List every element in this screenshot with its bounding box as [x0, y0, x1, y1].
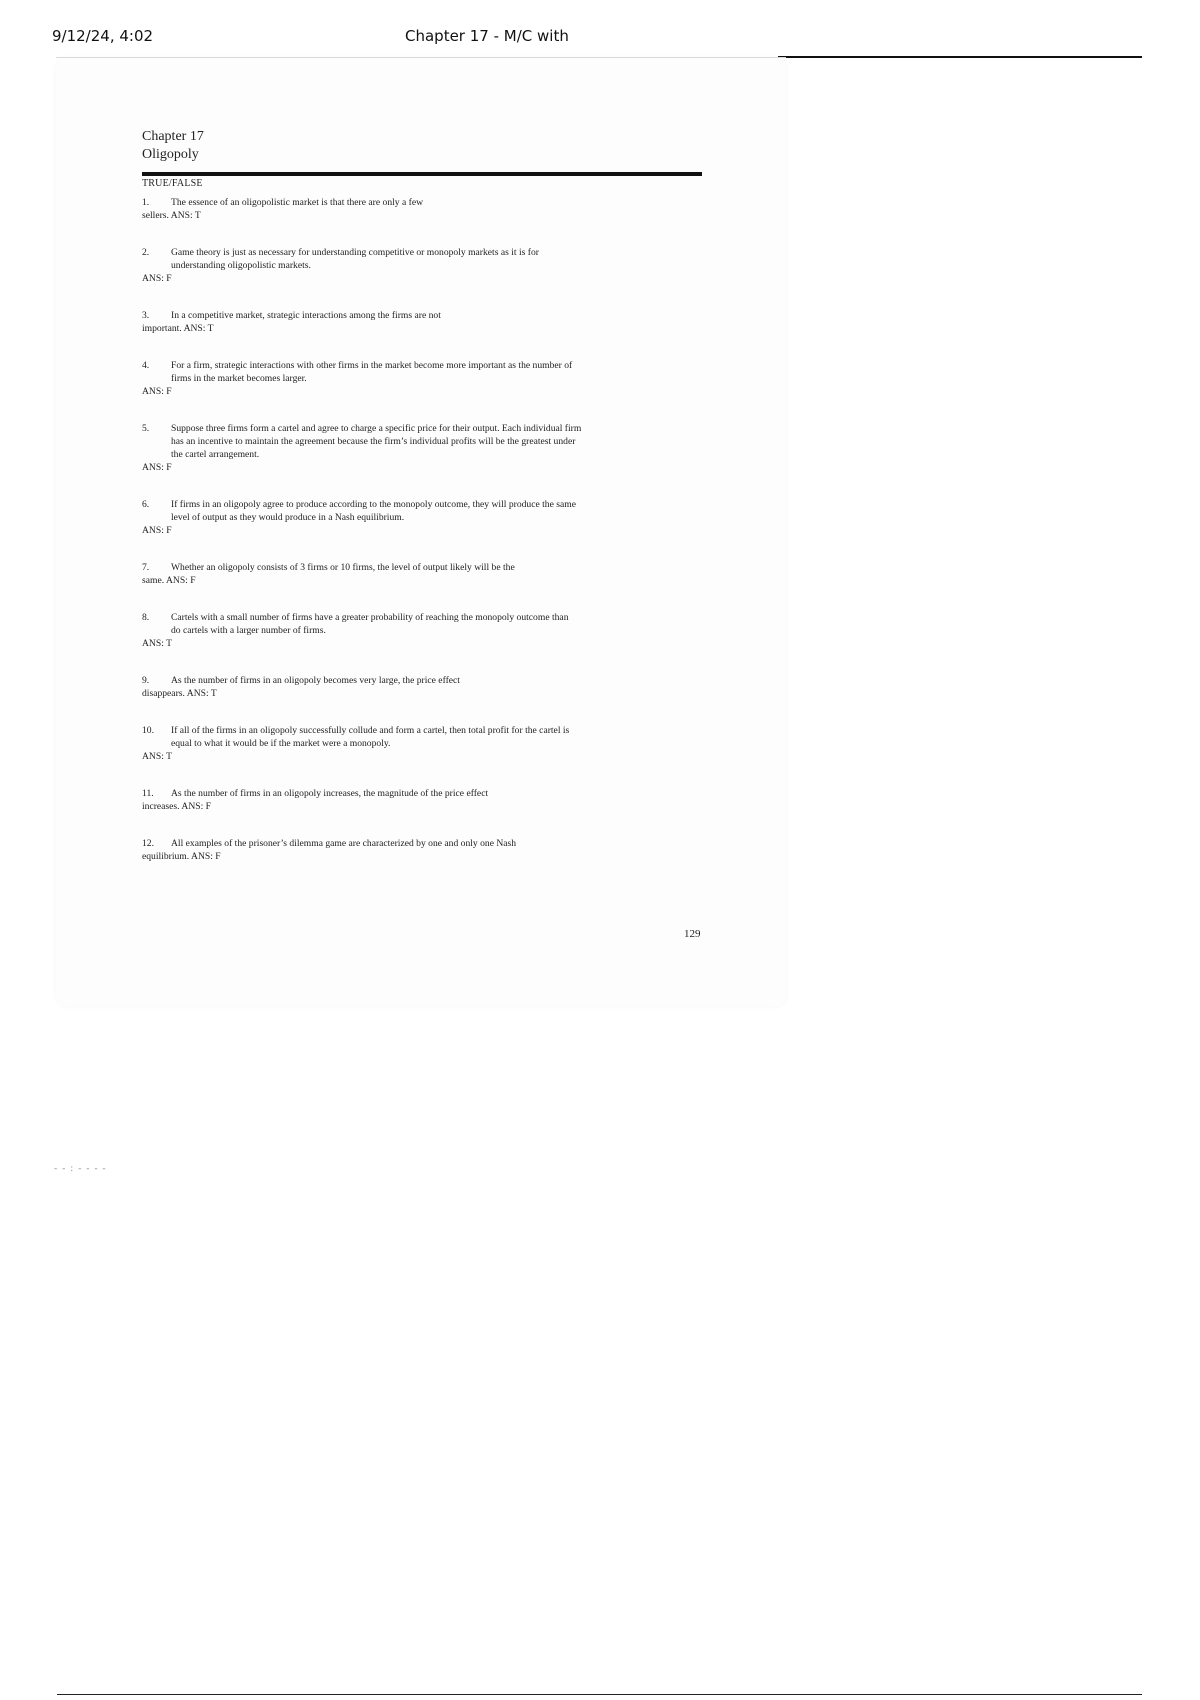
document-page-image: [56, 58, 786, 1006]
header-rule: [778, 56, 1142, 58]
question-item: 7. Whether an oligopoly consists of 3 firms or 10 firms, the level of output likely will be the: [142, 562, 515, 573]
question-item: 11. As the number of firms in an oligopoly increases, the magnitude of the price effect: [142, 788, 489, 799]
question-item: 4. For a firm, strategic interactions with other firms in the market become more important as the number of firms in the market becomes larger.: [142, 360, 573, 384]
question-answer-line: increases. ANS: F: [142, 801, 212, 812]
question-answer: ANS: F: [142, 386, 172, 397]
question-item: 3. In a competitive market, strategic interactions among the firms are not: [142, 310, 441, 321]
question-answer-line: sellers. ANS: T: [142, 210, 201, 221]
question-item: 8. Cartels with a small number of firms have a greater probability of reaching the monopoly outcome than do cartels with a larger number of firms.: [142, 612, 569, 636]
question-answer: ANS: F: [142, 462, 172, 473]
print-header: [0, 0, 1200, 60]
page-number: 129: [684, 928, 701, 940]
question-answer: ANS: T: [142, 638, 172, 649]
question-item: 12. All examples of the prisoner’s dilemma game are characterized by one and only one Nash: [142, 838, 517, 849]
question-answer: ANS: F: [142, 273, 172, 284]
question-item: 5. Suppose three firms form a cartel and agree to charge a specific price for their output. Each individual firm has an incentive to maintain the agreement because the firm’s individual profits will be the greatest under the cartel arrangement.: [142, 423, 582, 460]
question-answer-line: important. ANS: T: [142, 323, 214, 334]
section-label: TRUE/FALSE: [142, 178, 203, 189]
footer-rule: [57, 1694, 1142, 1695]
question-item: 2. Game theory is just as necessary for understanding competitive or monopoly markets as it is for understanding oligopolistic markets.: [142, 247, 539, 271]
chapter-number: Chapter 17: [142, 129, 204, 144]
question-item: 1. The essence of an oligopolistic market is that there are only a few: [142, 197, 424, 208]
question-item: 10. If all of the firms in an oligopoly successfully collude and form a cartel, then total profit for the cartel is equal to what it would be if the market were a monopoly.: [142, 725, 570, 749]
chapter-title: Oligopoly: [142, 147, 199, 162]
print-title: Chapter 17 - M/C with: [405, 27, 569, 45]
question-answer: ANS: T: [142, 751, 172, 762]
stray-text: - - : - - - -: [54, 1164, 107, 1174]
chapter-rule: [142, 172, 702, 176]
question-answer-line: same. ANS: F: [142, 575, 196, 586]
question-item: 6. If firms in an oligopoly agree to produce according to the monopoly outcome, they will produce the same level of output as they would produce in a Nash equilibrium.: [142, 499, 576, 523]
print-date: 9/12/24, 4:02: [52, 27, 154, 45]
document-page: [142, 128, 704, 887]
page-edge: [56, 57, 786, 58]
question-answer-line: equilibrium. ANS: F: [142, 851, 221, 862]
question-item: 9. As the number of firms in an oligopoly becomes very large, the price effect: [142, 675, 460, 686]
question-answer-line: disappears. ANS: T: [142, 688, 217, 699]
question-answer: ANS: F: [142, 525, 172, 536]
